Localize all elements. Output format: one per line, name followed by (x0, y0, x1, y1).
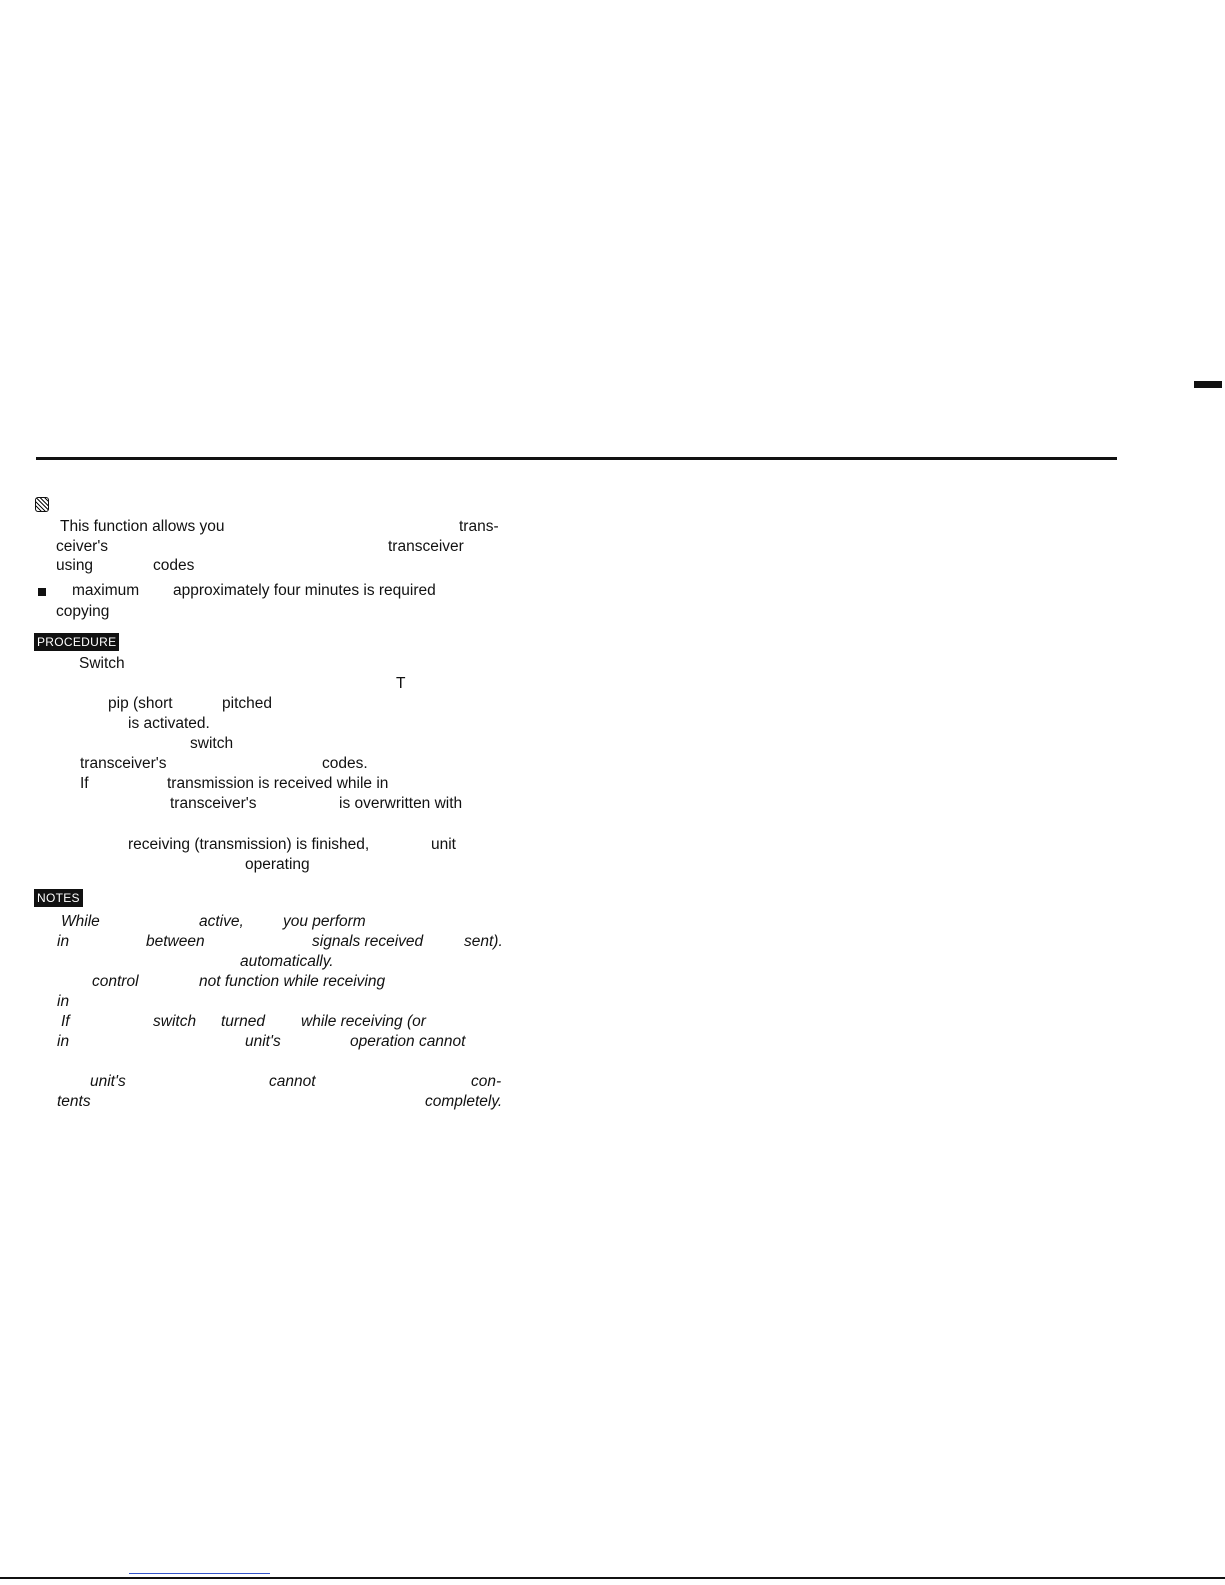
notes-text: switch (153, 1013, 197, 1030)
note-text: maximum (72, 582, 140, 599)
notes-text: signals received (312, 933, 424, 950)
notes-text: operation cannot (350, 1033, 466, 1050)
intro-text: ceiver's (56, 538, 109, 555)
notes-text: control (92, 973, 139, 990)
procedure-text: pip (short (108, 695, 173, 712)
notes-text: between (146, 933, 205, 950)
intro-text: using (56, 557, 94, 574)
notes-text: in (57, 993, 70, 1010)
procedure-text: transmission is received while in (167, 775, 389, 792)
procedure-text: receiving (transmission) is finished, (128, 836, 370, 853)
notes-text: unit's (245, 1033, 281, 1050)
notes-label: NOTES (34, 889, 83, 907)
notes-text: in (57, 1033, 70, 1050)
notes-text: not function while receiving (199, 973, 386, 990)
procedure-text: is activated. (128, 715, 210, 732)
intro-text: codes (153, 557, 195, 574)
note-text: copying (56, 603, 110, 620)
notes-text: If (61, 1013, 70, 1030)
notes-text: sent). (464, 933, 503, 950)
footer-rule (0, 1577, 1225, 1579)
notes-text: in (57, 933, 70, 950)
procedure-text: unit (431, 836, 456, 853)
procedure-text: Switch (79, 655, 125, 672)
function-icon (35, 497, 49, 512)
procedure-text: pitched (222, 695, 272, 712)
intro-text: transceiver (388, 538, 464, 555)
procedure-text: transceiver's (170, 795, 257, 812)
notes-text: tents (57, 1093, 91, 1110)
notes-text: con- (471, 1073, 502, 1090)
notes-text: active, (199, 913, 244, 930)
procedure-text: T (396, 675, 406, 692)
intro-text: This function allows you (60, 518, 225, 535)
intro-text: trans- (459, 518, 499, 535)
procedure-text: is overwritten with (339, 795, 463, 812)
notes-text: cannot (269, 1073, 316, 1090)
procedure-text: codes. (322, 755, 368, 772)
procedure-text: switch (190, 735, 234, 752)
page-edge-tab (1194, 381, 1222, 388)
procedure-label: PROCEDURE (34, 633, 119, 651)
notes-text: while receiving (or (301, 1013, 426, 1030)
procedure-text: operating (245, 856, 310, 873)
notes-text: you perform (283, 913, 366, 930)
procedure-text: If (80, 775, 89, 792)
note-text: approximately four minutes is required (173, 582, 436, 599)
procedure-text: transceiver's (80, 755, 167, 772)
notes-text: automatically. (240, 953, 334, 970)
notes-text: While (61, 913, 100, 930)
footer-link-underline (129, 1573, 270, 1574)
bullet-icon (38, 588, 46, 596)
notes-text: unit's (90, 1073, 126, 1090)
horizontal-rule (36, 457, 1117, 460)
notes-text: completely. (425, 1093, 503, 1110)
notes-text: turned (221, 1013, 265, 1030)
